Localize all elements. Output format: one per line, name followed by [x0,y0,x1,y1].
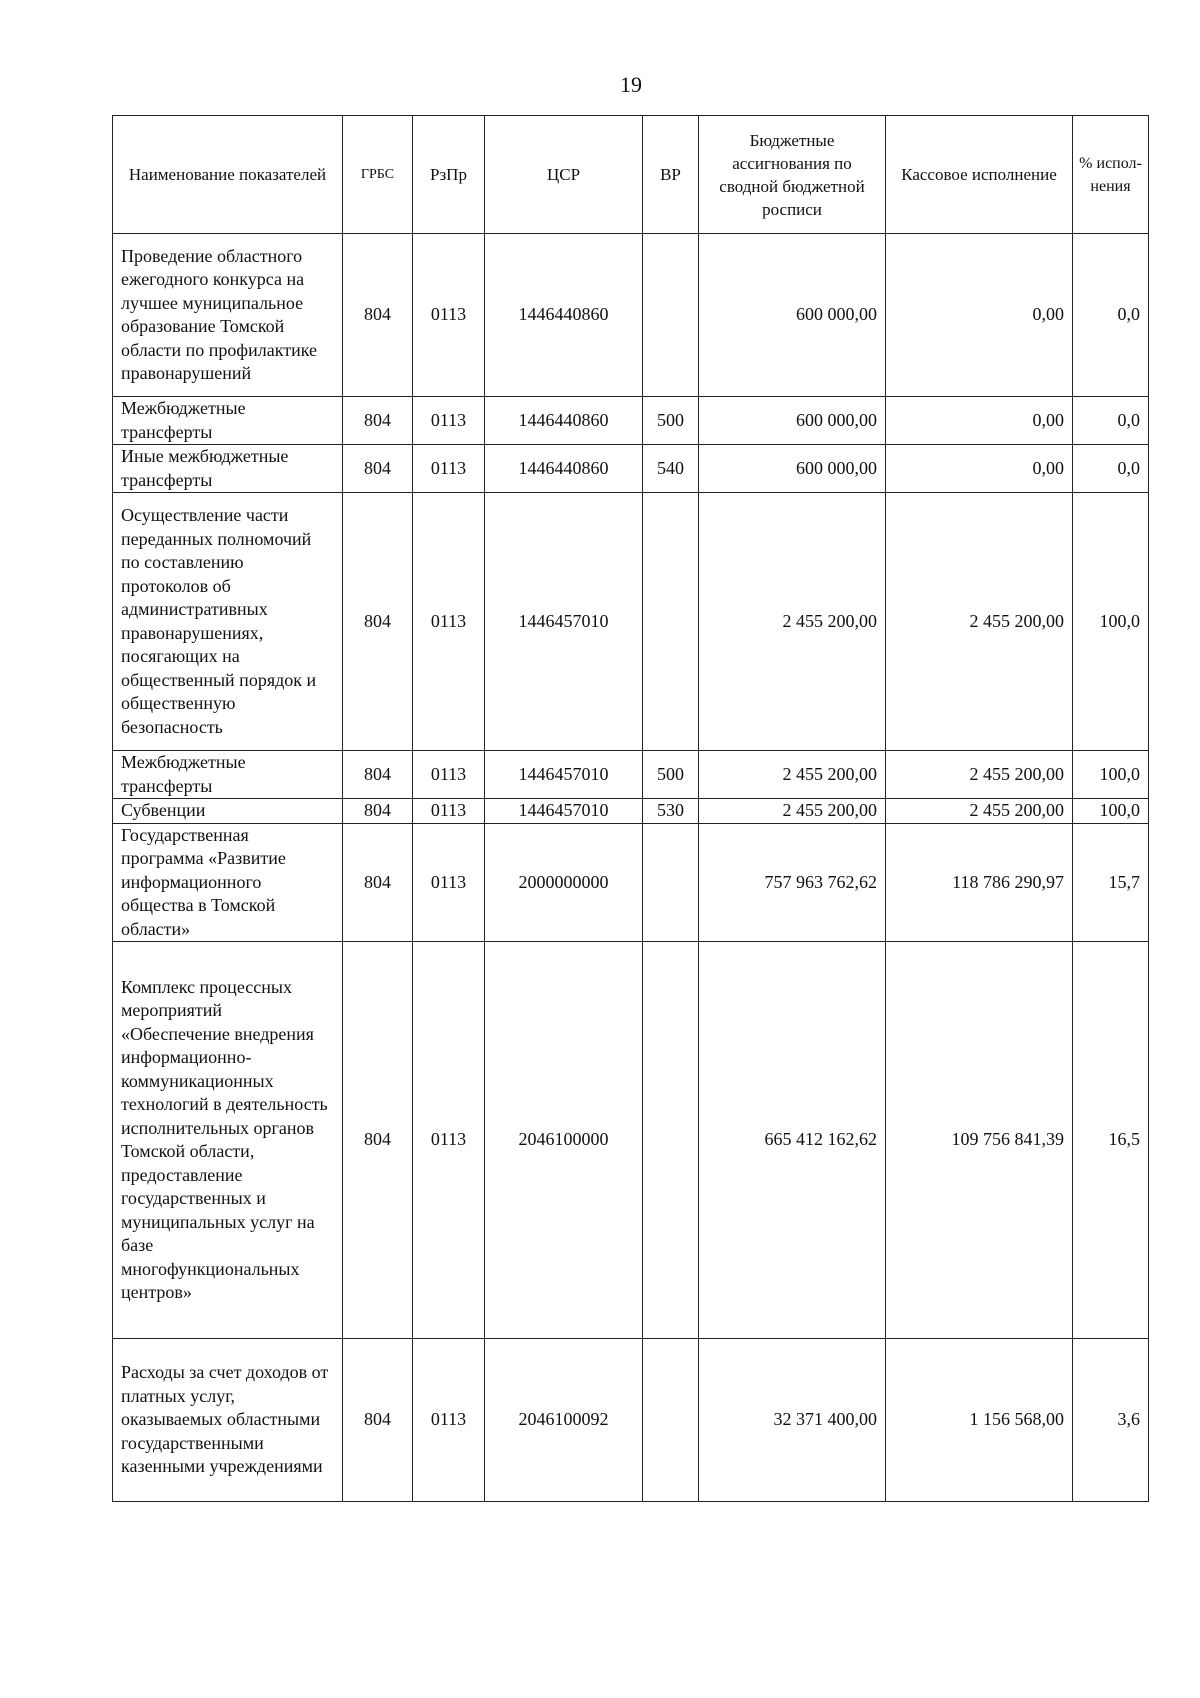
cell-budget: 600 000,00 [699,397,886,445]
cell-rzpr: 0113 [413,1339,485,1502]
cell-cash: 1 156 568,00 [886,1339,1073,1502]
cell-name: Комплекс процессных мероприятий «Обеспечение внедрения информационно-коммуникационных технологий в деятельность исполнительных органов Томской области, предоставление государственных и муниципальных услуг на базе многофункциональных центров» [113,942,343,1339]
header-percent: % испол-нения [1073,116,1149,234]
cell-rzpr: 0113 [413,493,485,751]
cell-vr [643,823,699,942]
cell-grbs: 804 [343,1339,413,1502]
table-row [113,493,1149,751]
table-row [113,823,1149,942]
cell-csr: 1446457010 [485,799,643,824]
header-budget: Бюджетные ассигнования по сводной бюджетной росписи [699,116,886,234]
cell-percent: 15,7 [1073,823,1149,942]
cell-cash: 2 455 200,00 [886,751,1073,799]
cell-vr: 540 [643,445,699,493]
table-header-row [113,116,1149,234]
cell-percent: 0,0 [1073,445,1149,493]
cell-budget: 665 412 162,62 [699,942,886,1339]
cell-vr [643,942,699,1339]
cell-name: Субвенции [113,799,343,824]
cell-csr: 2046100092 [485,1339,643,1502]
cell-name: Проведение областного ежегодного конкурса на лучшее муниципальное образование Томской области по профилактике правонарушений [113,234,343,397]
cell-percent: 100,0 [1073,751,1149,799]
cell-cash: 0,00 [886,397,1073,445]
cell-vr [643,234,699,397]
table-row [113,1339,1149,1502]
table-row [113,799,1149,824]
cell-cash: 0,00 [886,234,1073,397]
cell-percent: 0,0 [1073,234,1149,397]
cell-name: Межбюджетные трансферты [113,397,343,445]
cell-name: Расходы за счет доходов от платных услуг, оказываемых областными государственными казенными учреждениями [113,1339,343,1502]
header-rzpr: РзПр [413,116,485,234]
cell-grbs: 804 [343,234,413,397]
cell-name: Осуществление части переданных полномочий по составлению протоколов об административных правонарушениях, посягающих на общественный порядок и общественную безопасность [113,493,343,751]
cell-rzpr: 0113 [413,234,485,397]
cell-grbs: 804 [343,397,413,445]
header-csr: ЦСР [485,116,643,234]
cell-csr: 1446440860 [485,234,643,397]
cell-cash: 109 756 841,39 [886,942,1073,1339]
cell-budget: 2 455 200,00 [699,799,886,824]
cell-rzpr: 0113 [413,799,485,824]
cell-budget: 32 371 400,00 [699,1339,886,1502]
cell-name: Межбюджетные трансферты [113,751,343,799]
cell-cash: 2 455 200,00 [886,799,1073,824]
cell-rzpr: 0113 [413,942,485,1339]
cell-percent: 100,0 [1073,799,1149,824]
cell-percent: 3,6 [1073,1339,1149,1502]
cell-percent: 100,0 [1073,493,1149,751]
cell-name: Государственная программа «Развитие информационного общества в Томской области» [113,823,343,942]
cell-csr: 2000000000 [485,823,643,942]
cell-rzpr: 0113 [413,823,485,942]
table-row [113,234,1149,397]
table-row [113,751,1149,799]
cell-budget: 600 000,00 [699,445,886,493]
cell-csr: 2046100000 [485,942,643,1339]
table-row [113,397,1149,445]
cell-csr: 1446457010 [485,493,643,751]
cell-csr: 1446440860 [485,445,643,493]
cell-budget: 600 000,00 [699,234,886,397]
header-vr: ВР [643,116,699,234]
cell-grbs: 804 [343,493,413,751]
header-name: Наименование показателей [113,116,343,234]
cell-grbs: 804 [343,445,413,493]
cell-rzpr: 0113 [413,445,485,493]
cell-cash: 118 786 290,97 [886,823,1073,942]
cell-budget: 2 455 200,00 [699,493,886,751]
cell-rzpr: 0113 [413,397,485,445]
table-row [113,445,1149,493]
cell-rzpr: 0113 [413,751,485,799]
cell-csr: 1446440860 [485,397,643,445]
header-cash: Кассовое исполнение [886,116,1073,234]
cell-budget: 2 455 200,00 [699,751,886,799]
cell-vr [643,1339,699,1502]
cell-grbs: 804 [343,799,413,824]
cell-percent: 0,0 [1073,397,1149,445]
cell-grbs: 804 [343,823,413,942]
cell-cash: 2 455 200,00 [886,493,1073,751]
header-grbs: ГРБС [343,116,413,234]
cell-csr: 1446457010 [485,751,643,799]
cell-name: Иные межбюджетные трансферты [113,445,343,493]
budget-execution-table [112,115,1149,1502]
cell-cash: 0,00 [886,445,1073,493]
cell-vr [643,493,699,751]
cell-grbs: 804 [343,751,413,799]
page-number: 19 [620,72,642,97]
cell-grbs: 804 [343,942,413,1339]
cell-vr: 500 [643,397,699,445]
table-row [113,942,1149,1339]
cell-budget: 757 963 762,62 [699,823,886,942]
cell-vr: 500 [643,751,699,799]
cell-vr: 530 [643,799,699,824]
cell-percent: 16,5 [1073,942,1149,1339]
